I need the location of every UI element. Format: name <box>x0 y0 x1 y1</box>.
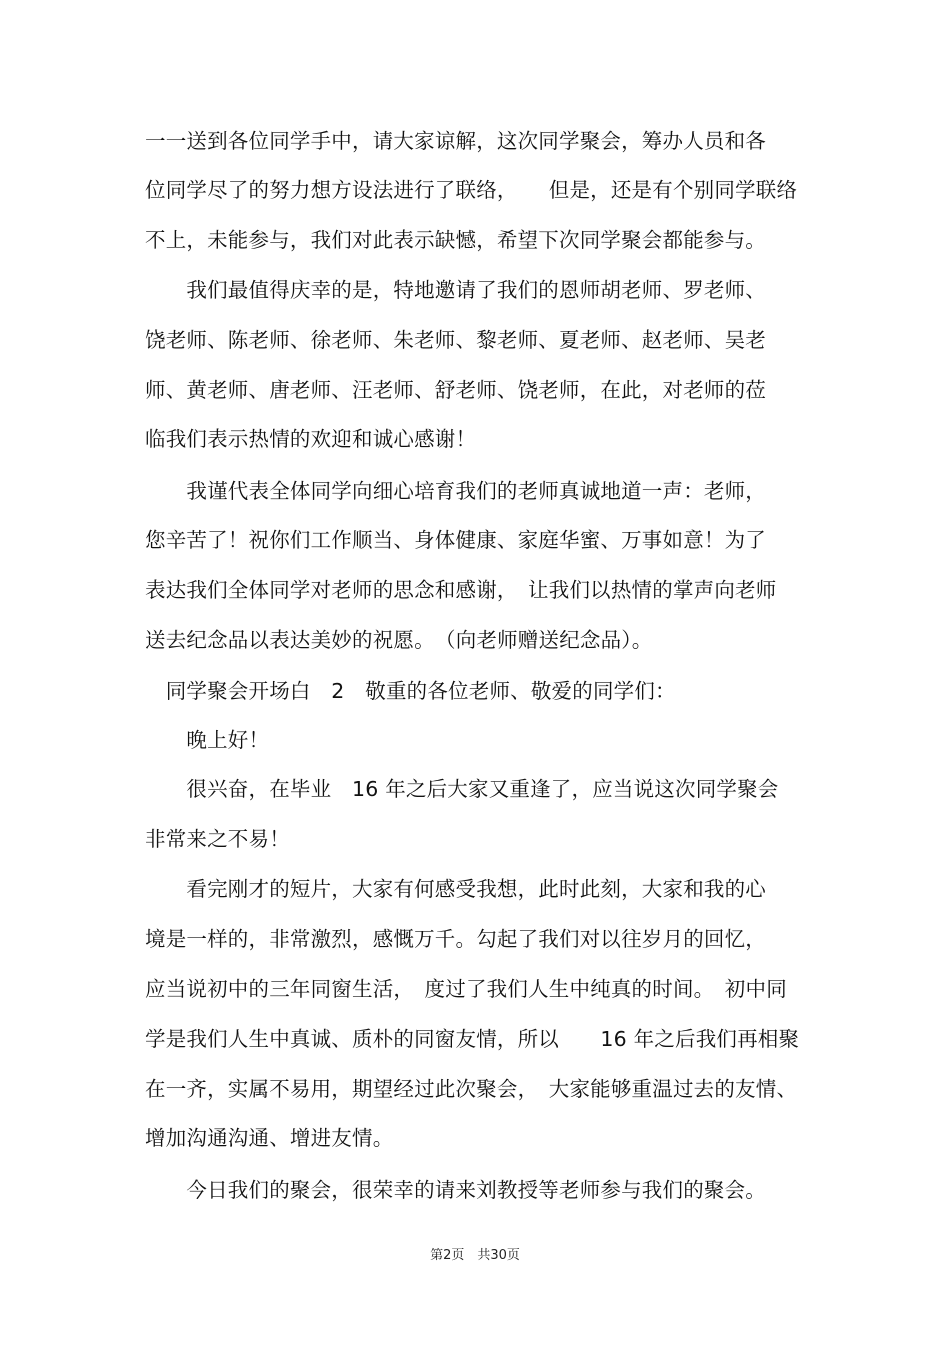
text-line: 非常来之不易！ <box>145 827 290 851</box>
text-line: 增加沟通沟通、增进友情。 <box>145 1126 394 1150</box>
text-line: 我谨代表全体同学向细心培育我们的老师真诚地道一声：老师， <box>145 479 766 503</box>
text-line: 在一齐，实属不易用，期望经过此次聚会， 大家能够重温过去的友情、 <box>145 1077 798 1101</box>
text-line: 学是我们人生中真诚、质朴的同窗友情，所以 16 年之后我们再相聚 <box>145 1027 800 1051</box>
text-line: 晚上好！ <box>145 728 270 752</box>
text-line: 师、黄老师、唐老师、汪老师、舒老师、饶老师，在此，对老师的莅 <box>145 378 766 402</box>
text-line: 表达我们全体同学对老师的思念和感谢， 让我们以热情的掌声向老师 <box>145 578 777 602</box>
page-number-footer: 第2页 共30页 <box>430 1248 520 1263</box>
text-line: 送去纪念品以表达美妙的祝愿。 （向老师赠送纪念品）。 <box>145 628 653 652</box>
text-line: 看完刚才的短片，大家有何感受我想，此时此刻，大家和我的心 <box>145 877 766 901</box>
text-line: 很兴奋，在毕业 16 年之后大家又重逢了，应当说这次同学聚会 <box>145 777 779 801</box>
text-line: 不上，未能参与，我们对此表示缺憾，希望下次同学聚会都能参与。 <box>145 228 766 252</box>
text-line: 您辛苦了！祝你们工作顺当、身体健康、家庭华蜜、万事如意！为了 <box>145 528 766 552</box>
text-line: 今日我们的聚会，很荣幸的请来刘教授等老师参与我们的聚会。 <box>145 1178 766 1202</box>
section-heading: 同学聚会开场白 2 敬重的各位老师、敬爱的同学们： <box>145 679 676 703</box>
text-line: 应当说初中的三年同窗生活， 度过了我们人生中纯真的时间。 初中同 <box>145 977 787 1001</box>
text-line: 位同学尽了的努力想方设法进行了联络， 但是，还是有个别同学联络 <box>145 178 798 202</box>
text-line: 我们最值得庆幸的是，特地邀请了我们的恩师胡老师、罗老师、 <box>145 278 766 302</box>
text-line: 饶老师、陈老师、徐老师、朱老师、黎老师、夏老师、赵老师、吴老 <box>145 328 766 352</box>
text-line: 境是一样的，非常激烈，感慨万千。勾起了我们对以往岁月的回忆， <box>145 927 766 951</box>
text-line: 临我们表示热情的欢迎和诚心感谢！ <box>145 427 477 451</box>
text-line: 一一送到各位同学手中，请大家谅解，这次同学聚会，筹办人员和各 <box>145 129 766 153</box>
